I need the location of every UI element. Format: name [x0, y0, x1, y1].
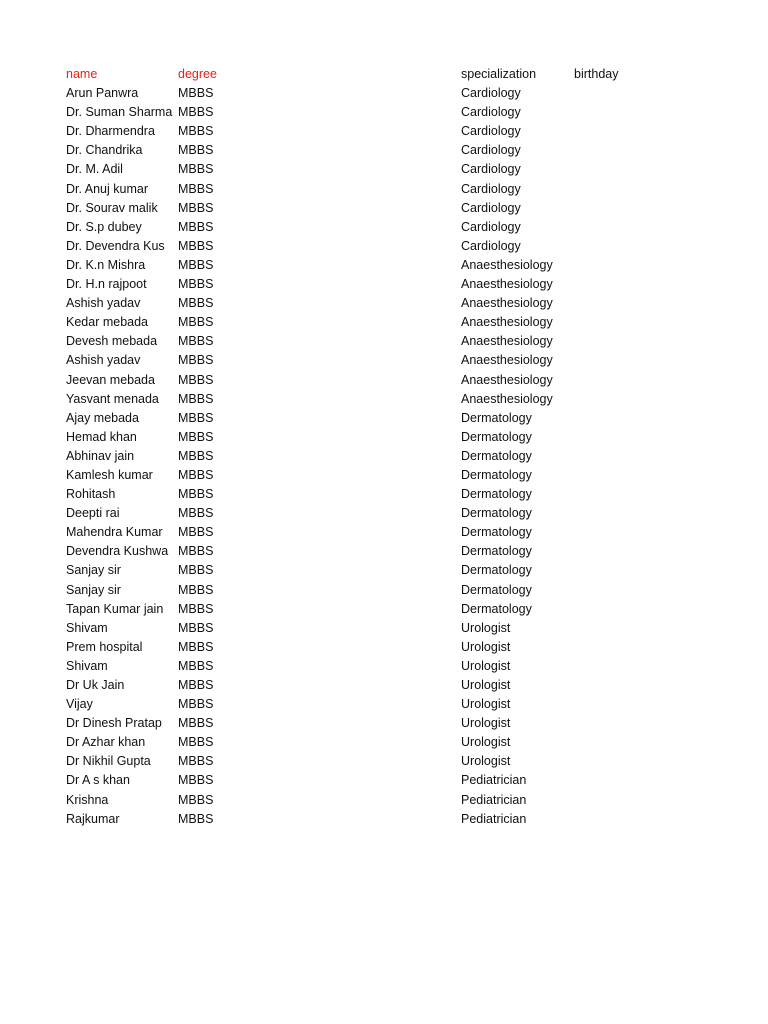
cell-degree: MBBS — [178, 754, 214, 769]
table-row — [66, 256, 706, 275]
cell-specialization: Anaesthesiology — [461, 257, 553, 272]
cell-specialization: Anaesthesiology — [461, 296, 553, 311]
cell-name: Dr A s khan — [66, 773, 130, 788]
cell-name: Sanjay sir — [66, 582, 121, 597]
cell-degree: MBBS — [178, 487, 214, 502]
table-row — [66, 791, 706, 810]
cell-degree: MBBS — [178, 792, 214, 807]
cell-degree: MBBS — [178, 162, 214, 177]
table-row — [66, 275, 706, 294]
table-row — [66, 313, 706, 332]
cell-name: Jeevan mebada — [66, 372, 155, 387]
cell-specialization: Pediatrician — [461, 773, 527, 788]
table-row — [66, 676, 706, 695]
cell-specialization: Urologist — [461, 754, 511, 769]
table-row — [66, 619, 706, 638]
cell-specialization: Urologist — [461, 658, 511, 673]
cell-degree: MBBS — [178, 544, 214, 559]
table-row — [66, 237, 706, 256]
cell-name: Dr. H.n rajpoot — [66, 277, 147, 292]
table-row — [66, 122, 706, 141]
cell-degree: MBBS — [178, 181, 214, 196]
header-degree: degree — [178, 67, 217, 81]
cell-degree: MBBS — [178, 429, 214, 444]
cell-degree: MBBS — [178, 811, 214, 826]
cell-degree: MBBS — [178, 277, 214, 292]
cell-specialization: Cardiology — [461, 219, 521, 234]
table-row — [66, 542, 706, 561]
cell-degree: MBBS — [178, 238, 214, 253]
cell-degree: MBBS — [178, 372, 214, 387]
cell-name: Ashish yadav — [66, 353, 141, 368]
table-row — [66, 180, 706, 199]
table-row — [66, 810, 706, 829]
cell-specialization: Dermatology — [461, 544, 532, 559]
cell-degree: MBBS — [178, 219, 214, 234]
cell-name: Mahendra Kumar — [66, 525, 163, 540]
cell-name: Dr. Chandrika — [66, 143, 143, 158]
table-row — [66, 714, 706, 733]
cell-specialization: Anaesthesiology — [461, 315, 553, 330]
table-row — [66, 390, 706, 409]
cell-name: Deepti rai — [66, 506, 120, 521]
cell-specialization: Dermatology — [461, 506, 532, 521]
cell-name: Abhinav jain — [66, 448, 135, 463]
table-row — [66, 332, 706, 351]
table-row — [66, 581, 706, 600]
cell-degree: MBBS — [178, 105, 214, 120]
cell-name: Dr. Suman Sharma — [66, 105, 173, 120]
table-row — [66, 218, 706, 237]
table-row — [66, 199, 706, 218]
cell-name: Vijay — [66, 697, 93, 712]
cell-specialization: Cardiology — [461, 143, 521, 158]
cell-name: Kamlesh kumar — [66, 467, 153, 482]
cell-degree: MBBS — [178, 467, 214, 482]
cell-name: Shivam — [66, 658, 108, 673]
cell-degree: MBBS — [178, 124, 214, 139]
cell-specialization: Dermatology — [461, 487, 532, 502]
cell-specialization: Pediatrician — [461, 792, 527, 807]
cell-degree: MBBS — [178, 257, 214, 272]
cell-degree: MBBS — [178, 620, 214, 635]
table-body — [66, 84, 706, 829]
cell-specialization: Pediatrician — [461, 811, 527, 826]
table-row — [66, 752, 706, 771]
cell-degree: MBBS — [178, 601, 214, 616]
cell-name: Arun Panwra — [66, 86, 139, 101]
table-row — [66, 428, 706, 447]
cell-name: Ashish yadav — [66, 296, 141, 311]
table-row — [66, 485, 706, 504]
table-row — [66, 160, 706, 179]
cell-degree: MBBS — [178, 353, 214, 368]
cell-name: Yasvant menada — [66, 391, 159, 406]
cell-specialization: Anaesthesiology — [461, 353, 553, 368]
table-row — [66, 409, 706, 428]
cell-degree: MBBS — [178, 506, 214, 521]
table-row — [66, 733, 706, 752]
table-row — [66, 294, 706, 313]
cell-specialization: Dermatology — [461, 563, 532, 578]
cell-specialization: Dermatology — [461, 601, 532, 616]
cell-name: Rajkumar — [66, 811, 120, 826]
cell-specialization: Anaesthesiology — [461, 334, 553, 349]
cell-degree: MBBS — [178, 582, 214, 597]
spreadsheet-table — [66, 65, 706, 829]
cell-degree: MBBS — [178, 296, 214, 311]
cell-specialization: Dermatology — [461, 429, 532, 444]
cell-specialization: Cardiology — [461, 238, 521, 253]
cell-name: Dr Nikhil Gupta — [66, 754, 151, 769]
cell-specialization: Dermatology — [461, 448, 532, 463]
cell-specialization: Cardiology — [461, 200, 521, 215]
cell-degree: MBBS — [178, 448, 214, 463]
cell-degree: MBBS — [178, 658, 214, 673]
cell-name: Tapan Kumar jain — [66, 601, 164, 616]
table-row — [66, 600, 706, 619]
cell-specialization: Cardiology — [461, 86, 521, 101]
cell-specialization: Anaesthesiology — [461, 372, 553, 387]
cell-name: Kedar mebada — [66, 315, 149, 330]
cell-degree: MBBS — [178, 315, 214, 330]
table-row — [66, 504, 706, 523]
cell-specialization: Dermatology — [461, 582, 532, 597]
cell-specialization: Urologist — [461, 716, 511, 731]
cell-name: Prem hospital — [66, 639, 143, 654]
cell-degree: MBBS — [178, 200, 214, 215]
table-row — [66, 771, 706, 790]
cell-degree: MBBS — [178, 678, 214, 692]
cell-name: Hemad khan — [66, 429, 137, 444]
cell-specialization: Urologist — [461, 697, 511, 712]
header-birthday: birthday — [574, 67, 619, 81]
cell-specialization: Urologist — [461, 639, 511, 654]
cell-degree: MBBS — [178, 716, 214, 731]
cell-name: Sanjay sir — [66, 563, 121, 578]
header-name: name — [66, 67, 98, 81]
cell-degree: MBBS — [178, 773, 214, 788]
cell-degree: MBBS — [178, 525, 214, 540]
cell-degree: MBBS — [178, 563, 214, 578]
cell-name: Krishna — [66, 792, 109, 807]
table-row — [66, 447, 706, 466]
cell-name: Dr. Sourav malik — [66, 200, 158, 215]
cell-specialization: Cardiology — [461, 181, 521, 196]
cell-name: Dr Dinesh Pratap — [66, 716, 162, 731]
cell-name: Dr. Anuj kumar — [66, 181, 148, 196]
table-row — [66, 103, 706, 122]
cell-name: Dr Azhar khan — [66, 735, 146, 750]
cell-degree: MBBS — [178, 143, 214, 158]
cell-specialization: Urologist — [461, 735, 511, 750]
cell-name: Devesh mebada — [66, 334, 158, 349]
cell-name: Dr. S.p dubey — [66, 219, 142, 234]
cell-specialization: Urologist — [461, 620, 511, 635]
cell-name: Ajay mebada — [66, 410, 139, 425]
cell-name: Dr. Devendra Kus — [66, 238, 165, 253]
table-row — [66, 371, 706, 390]
table-row — [66, 466, 706, 485]
cell-name: Dr Uk Jain — [66, 678, 125, 692]
cell-specialization: Anaesthesiology — [461, 277, 553, 292]
cell-degree: MBBS — [178, 410, 214, 425]
header-specialization: specialization — [461, 67, 537, 81]
table-row — [66, 351, 706, 370]
cell-degree: MBBS — [178, 639, 214, 654]
cell-degree: MBBS — [178, 735, 214, 750]
cell-degree: MBBS — [178, 334, 214, 349]
table-row — [66, 695, 706, 714]
cell-specialization: Dermatology — [461, 525, 532, 540]
table-row — [66, 141, 706, 160]
table-row — [66, 561, 706, 580]
cell-name: Dr. Dharmendra — [66, 124, 155, 139]
header-row — [66, 65, 706, 84]
cell-name: Devendra Kushwa — [66, 544, 169, 559]
cell-specialization: Dermatology — [461, 410, 532, 425]
cell-specialization: Dermatology — [461, 467, 532, 482]
cell-specialization: Cardiology — [461, 124, 521, 139]
table-row — [66, 657, 706, 676]
table-row — [66, 84, 706, 103]
cell-specialization: Cardiology — [461, 162, 521, 177]
cell-name: Rohitash — [66, 487, 116, 502]
cell-name: Shivam — [66, 620, 108, 635]
cell-degree: MBBS — [178, 86, 214, 101]
table-row — [66, 523, 706, 542]
cell-degree: MBBS — [178, 697, 214, 712]
cell-specialization: Urologist — [461, 678, 511, 692]
cell-name: Dr. M. Adil — [66, 162, 123, 177]
cell-degree: MBBS — [178, 391, 214, 406]
table-row — [66, 638, 706, 657]
cell-specialization: Cardiology — [461, 105, 521, 120]
cell-name: Dr. K.n Mishra — [66, 257, 146, 272]
cell-specialization: Anaesthesiology — [461, 391, 553, 406]
